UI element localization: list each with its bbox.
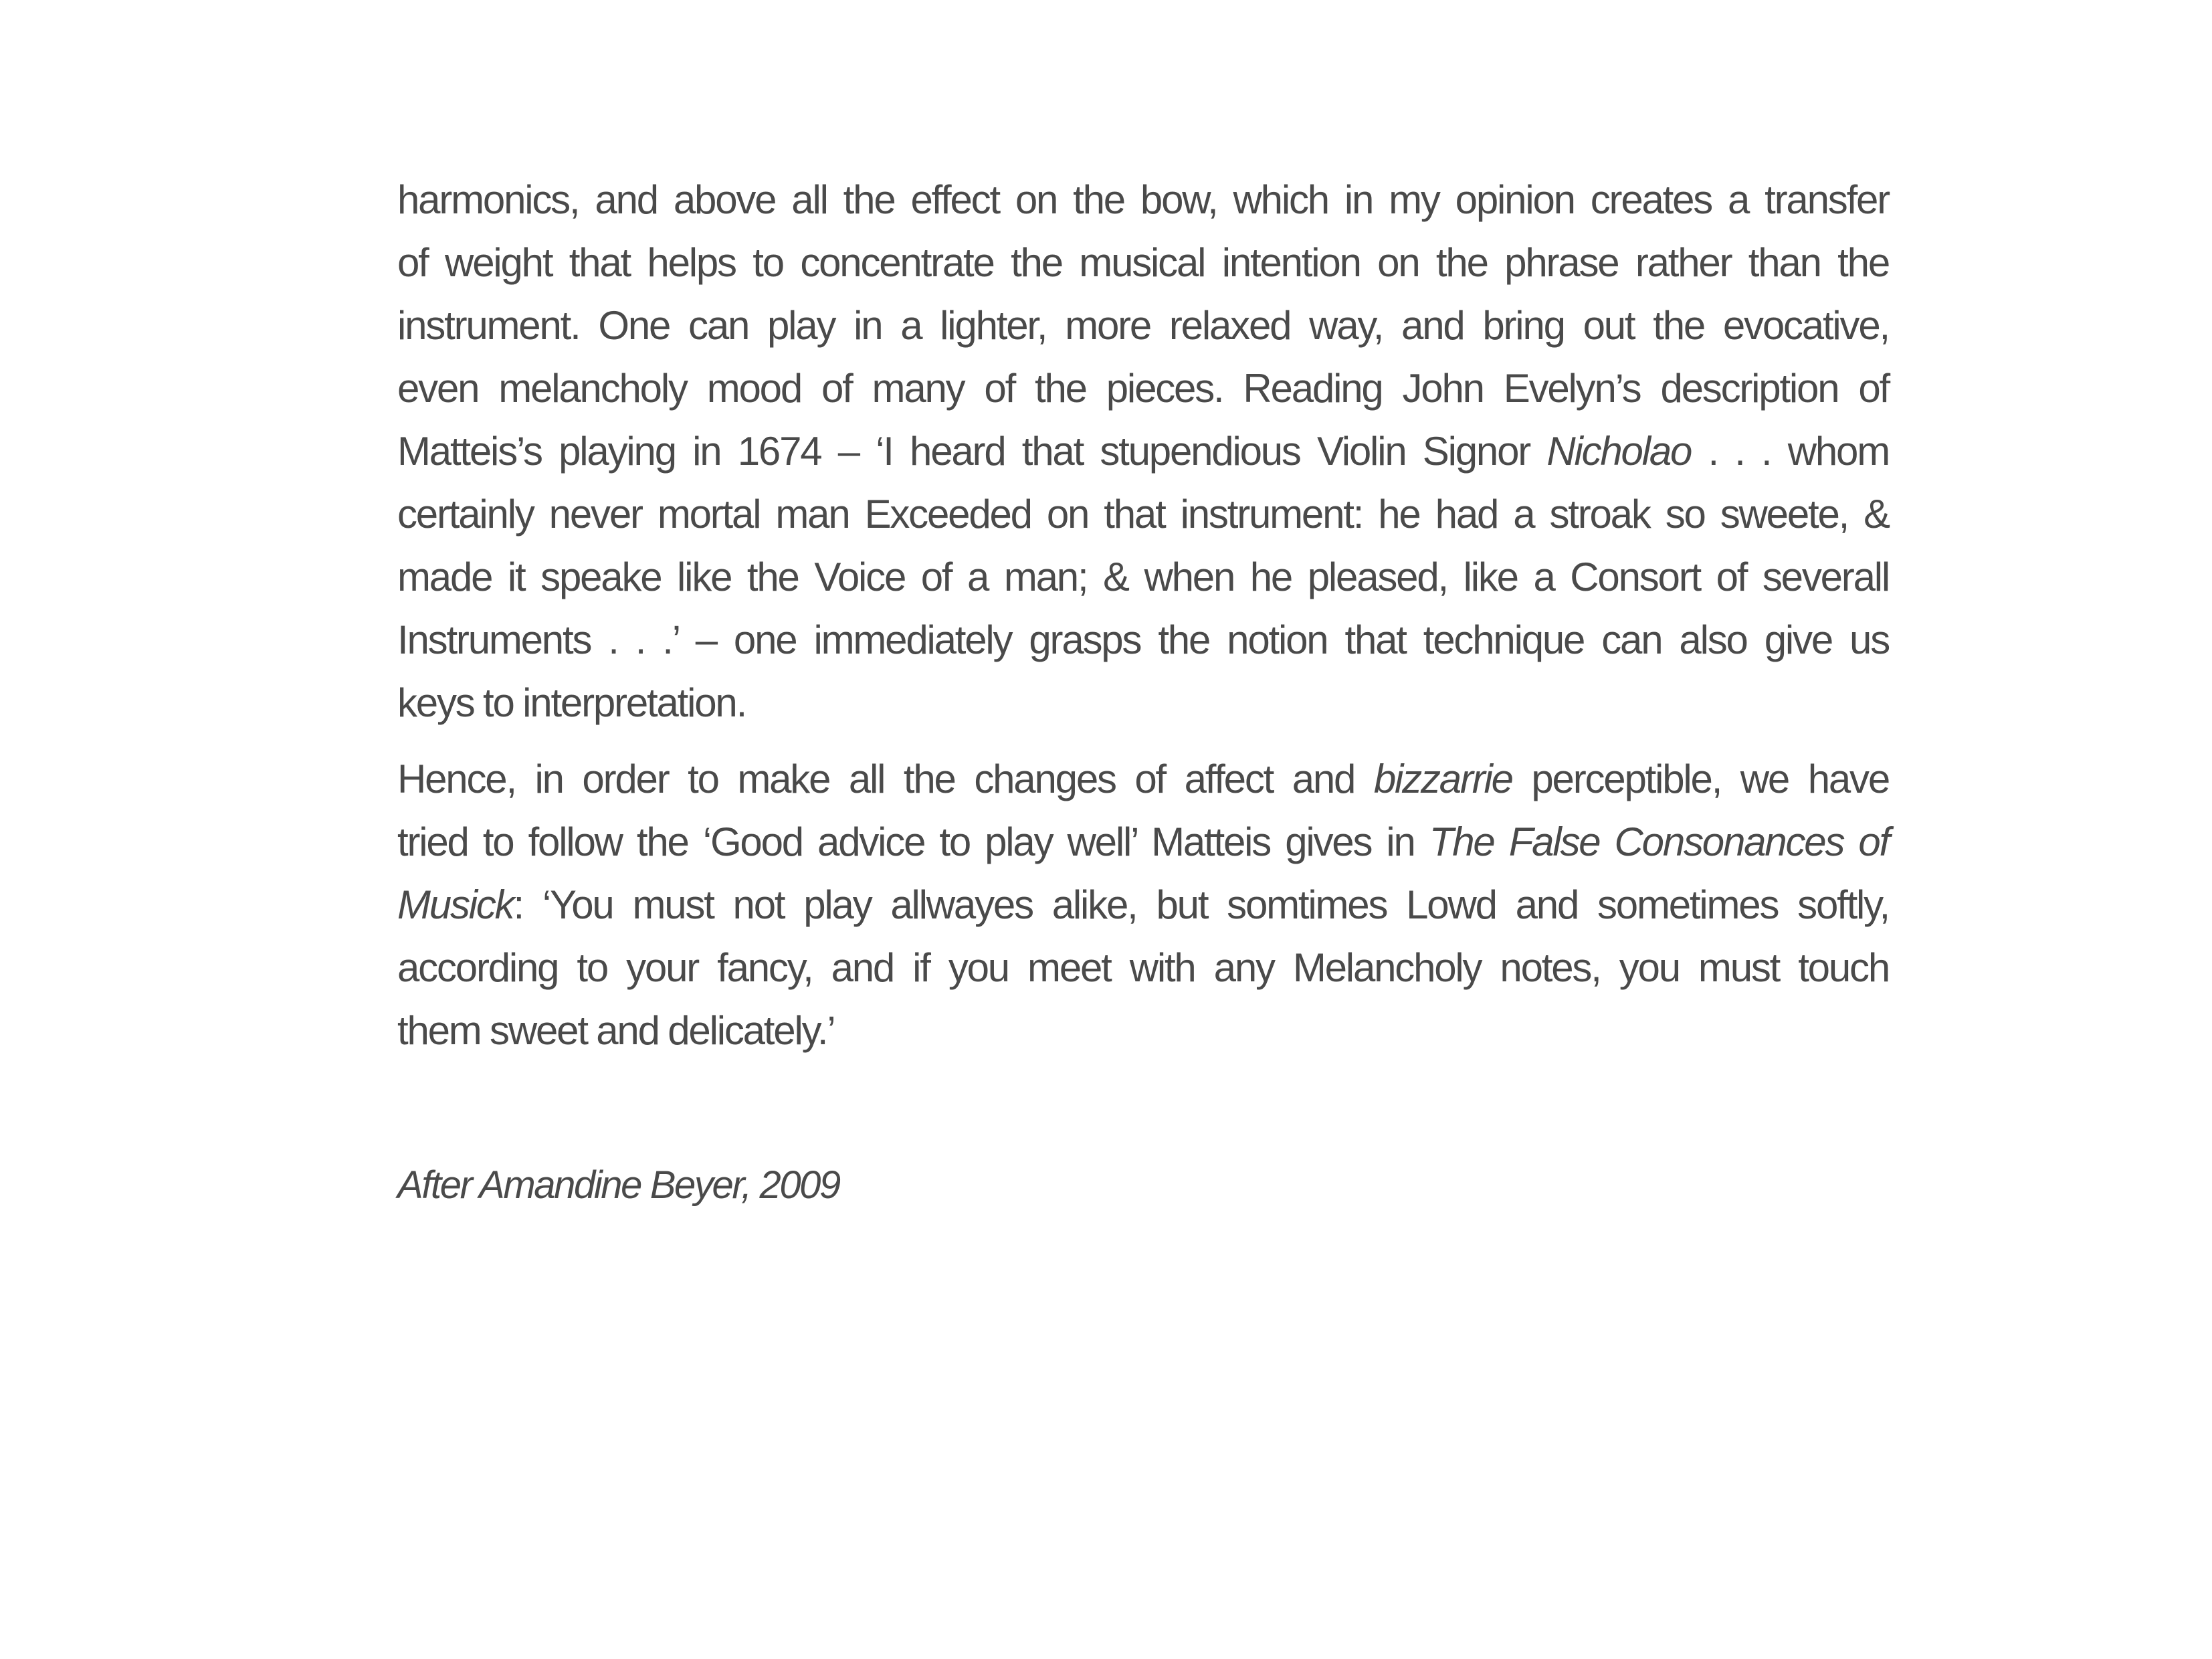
text-run: tried to follow the ‘Good advice to play well’ Matteis gives in	[397, 819, 1429, 864]
text-line	[397, 874, 1889, 937]
italic-term: bizzarrie	[1373, 757, 1512, 801]
text-line	[397, 748, 1889, 811]
text-line: harmonics, and above all the effect on the bow, which in my opinion creates a transfer	[397, 177, 1889, 222]
body-text	[397, 169, 1889, 1062]
text-line: Instruments . . .’ – one immediately grasps the notion that technique can also give us	[397, 617, 1889, 662]
text-line: even melancholy mood of many of the pieces. Reading John Evelyn’s description of	[397, 366, 1889, 411]
text-run: Matteis’s playing in 1674 – ‘I heard that stupendious Violin Signor	[397, 429, 1547, 474]
text-line: of weight that helps to concentrate the musical intention on the phrase rather than the	[397, 240, 1889, 285]
text-line: according to your fancy, and if you meet with any Melancholy notes, you must touch	[397, 945, 1889, 990]
text-line: them sweet and delicately.’	[397, 1008, 835, 1053]
text-run: : ‘You must not play allwayes alike, but somtimes Lowd and sometimes softly,	[513, 882, 1889, 927]
italic-title: The False Consonances of	[1429, 819, 1889, 864]
paragraph-2	[397, 748, 1889, 1062]
text-line: made it speake like the Voice of a man; & when he pleased, like a Consort of severall	[397, 555, 1889, 599]
text-line	[397, 811, 1889, 874]
paragraph-1	[397, 169, 1889, 735]
text-run: . . . whom	[1691, 429, 1889, 474]
text-line: instrument. One can play in a lighter, more relaxed way, and bring out the evocative,	[397, 303, 1889, 348]
text-run: perceptible, we have	[1512, 757, 1890, 801]
attribution: After Amandine Beyer, 2009	[397, 1163, 839, 1207]
text-line: certainly never mortal man Exceeded on that instrument: he had a stroak so sweete, &	[397, 492, 1889, 536]
italic-title: Musick	[397, 882, 514, 927]
text-run: Hence, in order to make all the changes of affect and	[397, 757, 1374, 801]
text-line	[397, 420, 1889, 483]
text-line: keys to interpretation.	[397, 680, 746, 725]
italic-name: Nicholao	[1546, 429, 1692, 474]
